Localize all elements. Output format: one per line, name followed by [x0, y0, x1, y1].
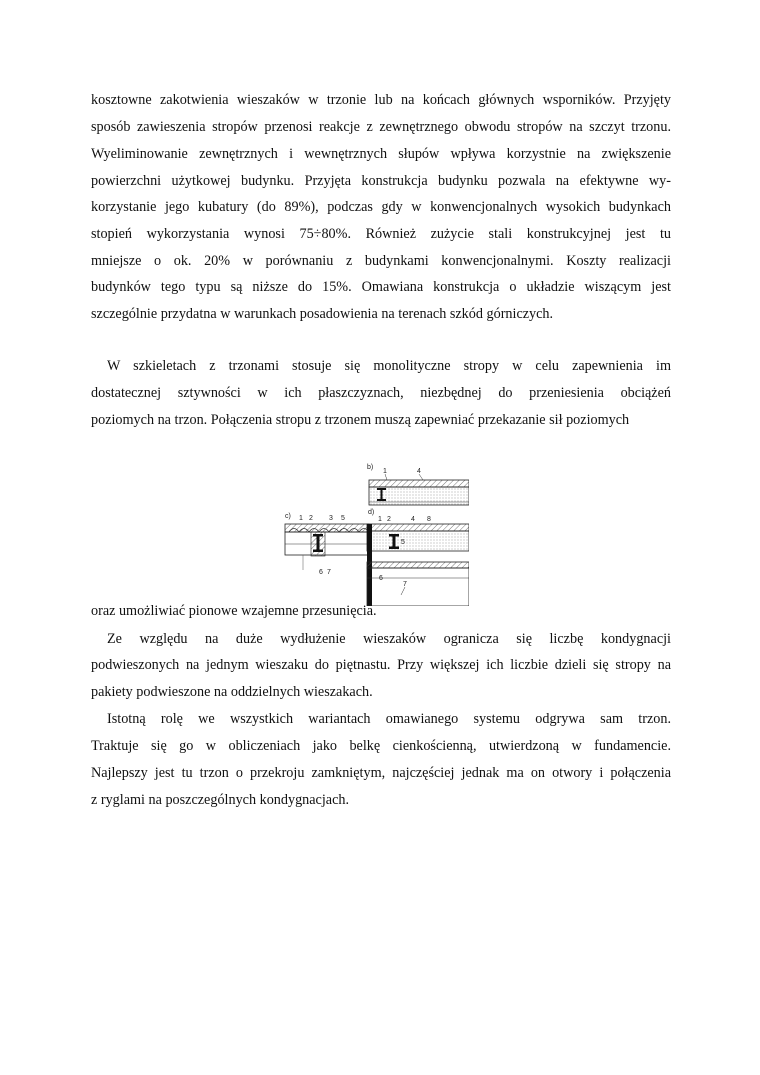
panel-c-label: 2: [309, 515, 313, 522]
text-line: Istotną rolę we wszystkich wariantach omawianego systemu odgrywa sam trzon.: [107, 711, 671, 727]
panel-d-label: 5: [401, 539, 405, 546]
text-line: stopień wykorzystania wynosi 75÷80%. Również zużycie stali konstrukcyjnej jest tu: [91, 226, 671, 242]
text-line: powierzchni użytkowej budynku. Przyjęta konstrukcja budynku pozwala na efektywne wy-: [91, 173, 671, 189]
panel-d-letter: d): [368, 509, 375, 516]
text-line: W szkieletach z trzonami stosuje się monolityczne stropy w celu zapewnienia im: [107, 358, 671, 374]
text-line: Najlepszy jest tu trzon o przekroju zamkniętym, najczęściej jednak ma on otwory i połączenia: [91, 765, 671, 781]
floor-core-connection-figure: [283, 458, 469, 606]
panel-c-letter: c): [285, 513, 291, 520]
panel-b: [367, 464, 469, 505]
text-line: podwieszonych na jednym wieszaku do piętnastu. Przy większej ich liczbie dzieli się stropy na: [91, 657, 671, 673]
text-line: mniejsze o ok. 20% w porównaniu z budynkami konwencjonalnymi. Koszty realizacji: [91, 253, 671, 269]
panel-c-label: 7: [327, 569, 331, 576]
panel-d-label: 1: [378, 516, 382, 523]
text-line: budynków tego typu są niższe do 15%. Omawiana konstrukcja o układzie wiszącym jest: [91, 279, 671, 295]
text-line: kosztowne zakotwienia wieszaków w trzonie lub na końcach głównych wsporników. Przyjęty: [91, 92, 671, 108]
text-line: szczególnie przydatna w warunkach posadowienia na terenach szkód górniczych.: [91, 306, 554, 322]
panel-c-label: 5: [341, 515, 345, 522]
paragraph-2-end: oraz umożliwiać pionowe wzajemne przesunięcia.: [91, 603, 377, 619]
panel-d: [367, 509, 469, 606]
text-line: Ze względu na duże wydłużenie wieszaków ogranicza się liczbę kondygnacji: [107, 631, 671, 647]
text-line: sposób zawieszenia stropów przenosi reakcje z zewnętrznego obwodu stropów na szczyt trzonu.: [91, 119, 671, 135]
panel-d-label: 2: [387, 516, 391, 523]
panel-d-label: 4: [411, 516, 415, 523]
text-line: pakiety podwieszone na oddzielnych wieszakach.: [91, 684, 373, 700]
panel-b-label: 1: [383, 468, 387, 475]
text-line: korzystanie jego kubatury (do 89%), podczas gdy w konwencjonalnych wysokich budynkach: [91, 199, 671, 215]
panel-c-label: 1: [299, 515, 303, 522]
panel-c-label: 3: [329, 515, 333, 522]
text-line: poziomych na trzon. Połączenia stropu z trzonem muszą zapewniać przekazanie sił poziomych: [91, 412, 630, 428]
panel-c-label: 6: [319, 569, 323, 576]
panel-d-label: 8: [427, 516, 431, 523]
text-line: Traktuje się go w obliczeniach jako belkę cienkościenną, utwierdzoną w fundamencie.: [91, 738, 671, 754]
panel-b-label: 4: [417, 468, 421, 475]
text-line: z ryglami na poszczególnych kondygnacjach.: [91, 792, 350, 808]
text-line: dostatecznej sztywności w ich płaszczyznach, niezbędnej do przeniesienia obciążeń: [91, 385, 671, 401]
panel-d-label: 7: [403, 581, 407, 588]
panel-c: [285, 513, 369, 576]
panel-b-letter: b): [367, 464, 374, 471]
text-line: Wyeliminowanie zewnętrznych i wewnętrznych słupów wpływa korzystnie na zwiększenie: [91, 146, 671, 162]
panel-d-label: 6: [379, 575, 383, 582]
